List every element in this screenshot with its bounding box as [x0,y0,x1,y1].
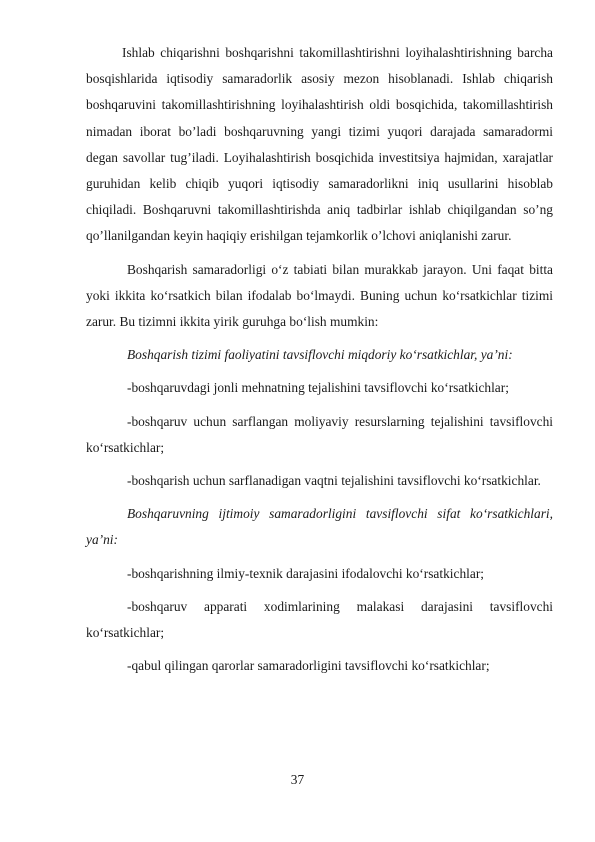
list-item: -boshqarish uchun sarflanadigan vaqtni tejalishini tavsiflovchi ko‘rsatkichlar. [127,473,541,489]
heading-quality-indicators: Boshqaruvning ijtimoiy samaradorligini tavsiflovchi sifat ko‘rsatkichlari, ya’ni: [86,506,553,548]
paragraph-intro: Ishlab chiqarishni boshqarishni takomillashtirishni loyihalashtirishning barcha bosqishlarida iqtisodiy samaradorlik asosiy mezon hisoblanadi. Ishlab chiqarish boshqaruvini takomillashtirishning loyihalashtirish oldi bosqichida, takomillashtirish nimadan iborat bo’ladi boshqaruvning yangi tizimi yuqori darajada samaradormi degan savollar tug’iladi. Loyihalashtirish bosqichida investitsiya hajmidan, xarajatlar guruhidan kelib chiqib yuqori iqtisodiy samaradorlikni iniq usullarini hisoblab chiqiladi. Boshqaruvni takomillashtirishda aniq tadbirlar ishlab chiqilgandan so’ng qo’llanilgandan keyin haqiqiy erishilgan tejamkorlik o’lchovi aniqlanishi zarur. [86,45,553,244]
page-number: 37 [290,772,305,787]
list-item: -boshqaruv apparati xodimlarining malakasi darajasini tavsiflovchi ko‘rsatkichlar; [86,598,553,641]
list-item: -boshqaruvdagi jonli mehnatning tejalishini tavsiflovchi ko‘rsatkichlar; [127,380,509,396]
list-item: -qabul qilingan qarorlar samaradorligini tavsiflovchi ko‘rsatkichlar; [127,658,490,674]
document-body [86,40,553,679]
heading-quantitative-indicators: Boshqarish tizimi faoliyatini tavsiflovchi miqdoriy ko‘rsatkichlar, ya’ni: [127,347,513,363]
list-item: -boshqarishning ilmiy-texnik darajasini ifodalovchi ko‘rsatkichlar; [127,565,484,581]
paragraph-efficiency: Boshqarish samaradorligi o‘z tabiati bilan murakkab jarayon. Uni faqat bitta yoki ikkita ko‘rsatkich bilan ifodalab bo‘lmaydi. Buning uchun ko‘rsatkichlar tizimi zarur. Bu tizimni ikkita yirik guruhga bo‘lish mumkin: [86,261,553,330]
list-item: -boshqaruv uchun sarflangan moliyaviy resurslarning tejalishini tavsiflovchi ko‘rsatkichlar; [86,413,553,455]
